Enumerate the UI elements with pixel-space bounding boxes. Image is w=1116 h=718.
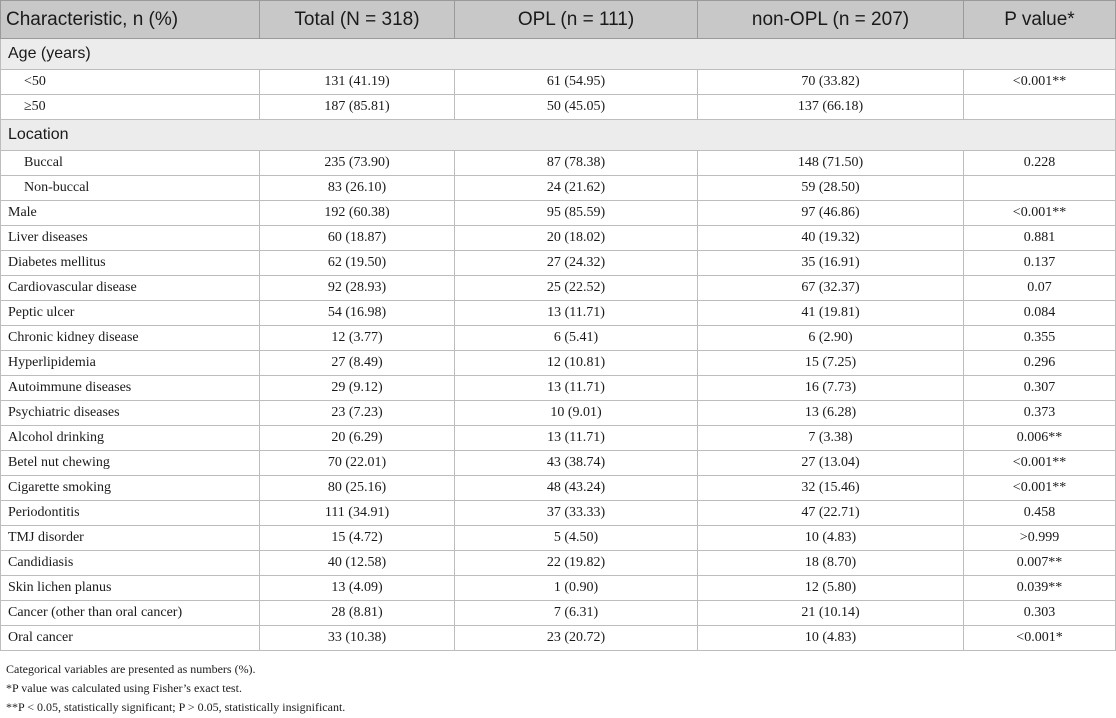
cell-opl: 25 (22.52) xyxy=(455,276,698,301)
cell-p-value: 0.355 xyxy=(964,326,1116,351)
cell-non-opl: 16 (7.73) xyxy=(698,376,964,401)
cell-p-value: 0.881 xyxy=(964,226,1116,251)
cell-opl: 13 (11.71) xyxy=(455,376,698,401)
cell-p-value: 0.039** xyxy=(964,576,1116,601)
cell-opl: 20 (18.02) xyxy=(455,226,698,251)
cell-opl: 61 (54.95) xyxy=(455,70,698,95)
cell-opl: 24 (21.62) xyxy=(455,176,698,201)
cell-p-value: 0.006** xyxy=(964,426,1116,451)
cell-p-value: 0.303 xyxy=(964,601,1116,626)
note-significance: **P < 0.05, statistically significant; P > 0.05, statistically insignificant. xyxy=(6,700,346,714)
cell-p-value xyxy=(964,95,1116,120)
cell-characteristic: TMJ disorder xyxy=(1,526,260,551)
cell-total: 28 (8.81) xyxy=(260,601,455,626)
cell-opl: 10 (9.01) xyxy=(455,401,698,426)
table-row xyxy=(1,251,1116,276)
cell-non-opl: 12 (5.80) xyxy=(698,576,964,601)
cell-opl: 13 (11.71) xyxy=(455,301,698,326)
cell-non-opl: 67 (32.37) xyxy=(698,276,964,301)
cell-characteristic: Skin lichen planus xyxy=(1,576,260,601)
cell-non-opl: 70 (33.82) xyxy=(698,70,964,95)
cell-total: 12 (3.77) xyxy=(260,326,455,351)
cell-non-opl: 32 (15.46) xyxy=(698,476,964,501)
cell-characteristic: Diabetes mellitus xyxy=(1,251,260,276)
cell-total: 29 (9.12) xyxy=(260,376,455,401)
cell-p-value: 0.07 xyxy=(964,276,1116,301)
cell-p-value: <0.001** xyxy=(964,201,1116,226)
cell-total: 235 (73.90) xyxy=(260,151,455,176)
cell-non-opl: 18 (8.70) xyxy=(698,551,964,576)
cell-total: 83 (26.10) xyxy=(260,176,455,201)
cell-characteristic: Psychiatric diseases xyxy=(1,401,260,426)
cell-characteristic: Peptic ulcer xyxy=(1,301,260,326)
table-row xyxy=(1,326,1116,351)
cell-characteristic: Cancer (other than oral cancer) xyxy=(1,601,260,626)
cell-non-opl: 97 (46.86) xyxy=(698,201,964,226)
table-row xyxy=(1,226,1116,251)
cell-opl: 50 (45.05) xyxy=(455,95,698,120)
cell-total: 187 (85.81) xyxy=(260,95,455,120)
cell-non-opl: 10 (4.83) xyxy=(698,526,964,551)
cell-non-opl: 40 (19.32) xyxy=(698,226,964,251)
cell-p-value: <0.001** xyxy=(964,70,1116,95)
cell-total: 54 (16.98) xyxy=(260,301,455,326)
cell-characteristic: Cigarette smoking xyxy=(1,476,260,501)
cell-characteristic: ≥50 xyxy=(1,95,260,120)
cell-non-opl: 13 (6.28) xyxy=(698,401,964,426)
cell-opl: 12 (10.81) xyxy=(455,351,698,376)
cell-total: 60 (18.87) xyxy=(260,226,455,251)
section-row xyxy=(1,39,1116,70)
cell-non-opl: 137 (66.18) xyxy=(698,95,964,120)
cell-opl: 13 (11.71) xyxy=(455,426,698,451)
cell-p-value: 0.007** xyxy=(964,551,1116,576)
table-row xyxy=(1,626,1116,651)
cell-opl: 22 (19.82) xyxy=(455,551,698,576)
cell-non-opl: 35 (16.91) xyxy=(698,251,964,276)
table-row xyxy=(1,201,1116,226)
cell-non-opl: 41 (19.81) xyxy=(698,301,964,326)
cell-characteristic: Hyperlipidemia xyxy=(1,351,260,376)
header-characteristic: Characteristic, n (%) xyxy=(1,1,260,39)
table-row xyxy=(1,401,1116,426)
table-row xyxy=(1,476,1116,501)
cell-opl: 43 (38.74) xyxy=(455,451,698,476)
cell-p-value: 0.084 xyxy=(964,301,1116,326)
cell-characteristic: Periodontitis xyxy=(1,501,260,526)
cell-total: 111 (34.91) xyxy=(260,501,455,526)
cell-total: 20 (6.29) xyxy=(260,426,455,451)
cell-non-opl: 59 (28.50) xyxy=(698,176,964,201)
table-row xyxy=(1,526,1116,551)
table-notes xyxy=(6,660,345,717)
cell-characteristic: Male xyxy=(1,201,260,226)
cell-characteristic: Buccal xyxy=(1,151,260,176)
cell-non-opl: 21 (10.14) xyxy=(698,601,964,626)
cell-non-opl: 27 (13.04) xyxy=(698,451,964,476)
cell-characteristic: <50 xyxy=(1,70,260,95)
cell-total: 80 (25.16) xyxy=(260,476,455,501)
table-row xyxy=(1,451,1116,476)
cell-p-value xyxy=(964,176,1116,201)
cell-p-value: 0.296 xyxy=(964,351,1116,376)
cell-total: 131 (41.19) xyxy=(260,70,455,95)
cell-opl: 23 (20.72) xyxy=(455,626,698,651)
cell-characteristic: Cardiovascular disease xyxy=(1,276,260,301)
note-categorical: Categorical variables are presented as numbers (%). xyxy=(6,662,256,676)
cell-total: 92 (28.93) xyxy=(260,276,455,301)
cell-p-value: >0.999 xyxy=(964,526,1116,551)
cell-opl: 5 (4.50) xyxy=(455,526,698,551)
cell-opl: 1 (0.90) xyxy=(455,576,698,601)
table-row xyxy=(1,501,1116,526)
cell-characteristic: Liver diseases xyxy=(1,226,260,251)
section-title: Location xyxy=(1,120,1116,151)
cell-non-opl: 6 (2.90) xyxy=(698,326,964,351)
cell-total: 23 (7.23) xyxy=(260,401,455,426)
table-row xyxy=(1,301,1116,326)
table-row xyxy=(1,70,1116,95)
table-row xyxy=(1,151,1116,176)
cell-p-value: 0.373 xyxy=(964,401,1116,426)
cell-characteristic: Non-buccal xyxy=(1,176,260,201)
table-row xyxy=(1,351,1116,376)
table-row xyxy=(1,376,1116,401)
cell-total: 192 (60.38) xyxy=(260,201,455,226)
cell-characteristic: Autoimmune diseases xyxy=(1,376,260,401)
cell-total: 62 (19.50) xyxy=(260,251,455,276)
header-row xyxy=(1,1,1116,39)
table-row xyxy=(1,576,1116,601)
cell-opl: 27 (24.32) xyxy=(455,251,698,276)
cell-opl: 87 (78.38) xyxy=(455,151,698,176)
cell-characteristic: Alcohol drinking xyxy=(1,426,260,451)
table-row xyxy=(1,276,1116,301)
cell-total: 40 (12.58) xyxy=(260,551,455,576)
header-opl: OPL (n = 111) xyxy=(455,1,698,39)
cell-p-value: <0.001* xyxy=(964,626,1116,651)
cell-total: 15 (4.72) xyxy=(260,526,455,551)
cell-non-opl: 15 (7.25) xyxy=(698,351,964,376)
table-row xyxy=(1,601,1116,626)
cell-p-value: 0.458 xyxy=(964,501,1116,526)
cell-non-opl: 7 (3.38) xyxy=(698,426,964,451)
cell-non-opl: 10 (4.83) xyxy=(698,626,964,651)
section-row xyxy=(1,120,1116,151)
cell-total: 33 (10.38) xyxy=(260,626,455,651)
table-row xyxy=(1,551,1116,576)
cell-opl: 6 (5.41) xyxy=(455,326,698,351)
header-p-value: P value* xyxy=(964,1,1116,39)
cell-p-value: <0.001** xyxy=(964,451,1116,476)
cell-opl: 95 (85.59) xyxy=(455,201,698,226)
cell-characteristic: Oral cancer xyxy=(1,626,260,651)
cell-characteristic: Candidiasis xyxy=(1,551,260,576)
cell-opl: 48 (43.24) xyxy=(455,476,698,501)
table-body xyxy=(1,39,1116,651)
cell-p-value: 0.307 xyxy=(964,376,1116,401)
cell-total: 13 (4.09) xyxy=(260,576,455,601)
table-row xyxy=(1,176,1116,201)
section-title: Age (years) xyxy=(1,39,1116,70)
cell-characteristic: Betel nut chewing xyxy=(1,451,260,476)
cell-non-opl: 148 (71.50) xyxy=(698,151,964,176)
cell-total: 70 (22.01) xyxy=(260,451,455,476)
header-total: Total (N = 318) xyxy=(260,1,455,39)
cell-total: 27 (8.49) xyxy=(260,351,455,376)
cell-characteristic: Chronic kidney disease xyxy=(1,326,260,351)
cell-opl: 7 (6.31) xyxy=(455,601,698,626)
header-non-opl: non-OPL (n = 207) xyxy=(698,1,964,39)
table-row xyxy=(1,426,1116,451)
cell-p-value: 0.228 xyxy=(964,151,1116,176)
note-fisher: *P value was calculated using Fisher’s exact test. xyxy=(6,681,242,695)
cell-opl: 37 (33.33) xyxy=(455,501,698,526)
cell-p-value: 0.137 xyxy=(964,251,1116,276)
cell-non-opl: 47 (22.71) xyxy=(698,501,964,526)
cell-p-value: <0.001** xyxy=(964,476,1116,501)
table-row xyxy=(1,95,1116,120)
